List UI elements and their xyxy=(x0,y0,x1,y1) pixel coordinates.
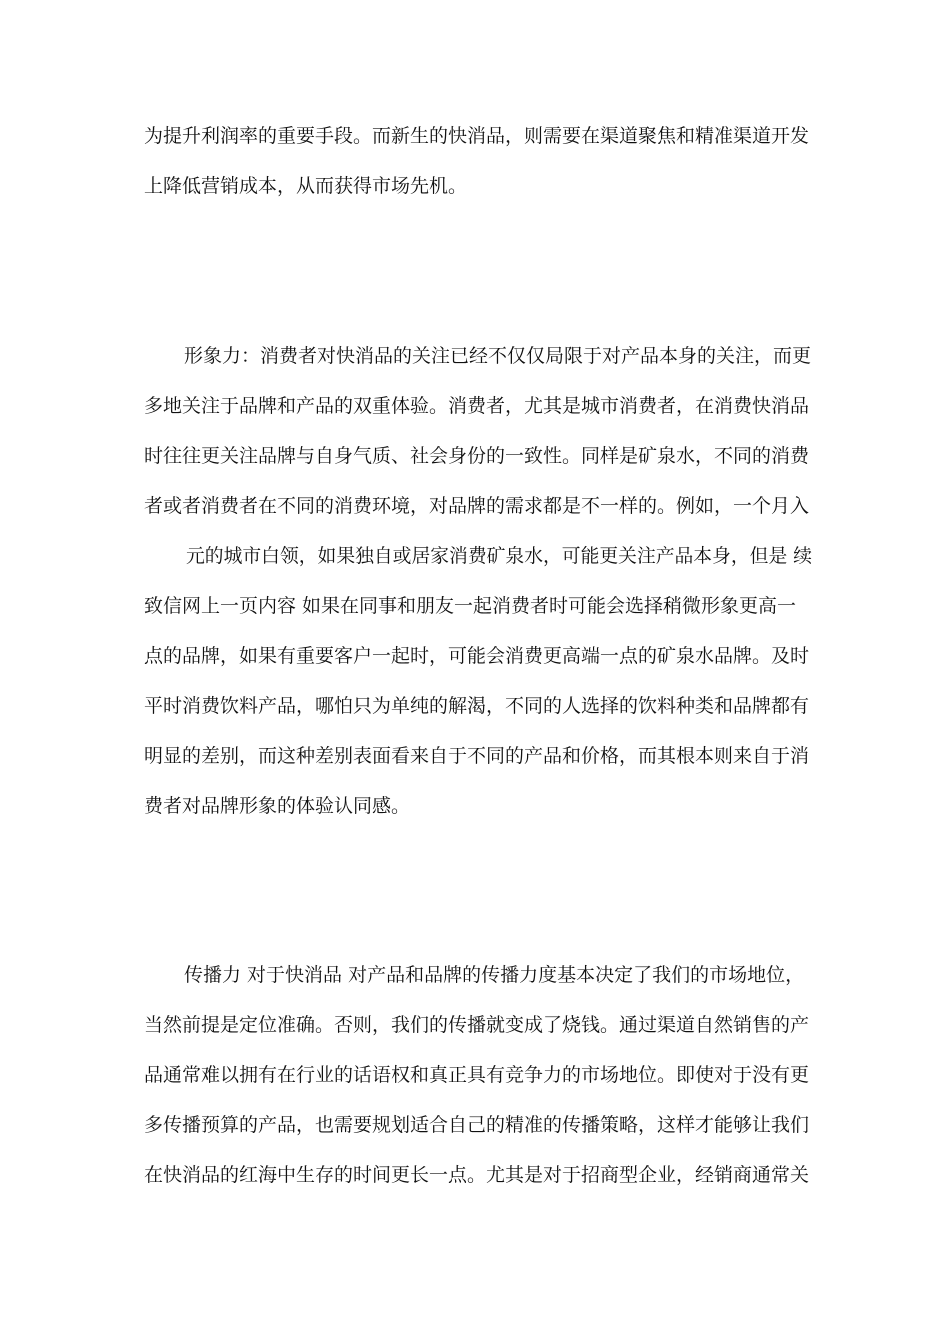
text-line: 当然前提是定位准确。否则，我们的传播就变成了烧钱。通过渠道自然销售的产 xyxy=(144,1014,810,1036)
text-line: 者或者消费者在不同的消费环境，对品牌的需求都是不一样的。例如，一个月入 xyxy=(144,495,810,517)
text-line: 点的品牌，如果有重要客户一起时，可能会消费更高端一点的矿泉水品牌。及时 xyxy=(144,645,810,667)
text-line: 致信网上一页内容 如果在同事和朋友一起消费者时可能会选择稍微形象更高一 xyxy=(144,595,797,617)
text-line: 费者对品牌形象的体验认同感。 xyxy=(144,795,411,817)
text-line: 上降低营销成本，从而获得市场先机。 xyxy=(144,175,468,197)
text-line: 平时消费饮料产品，哪怕只为单纯的解渴，不同的人选择的饮料种类和品牌都有 xyxy=(144,695,810,717)
text-line: 品通常难以拥有在行业的话语权和真正具有竞争力的市场地位。即使对于没有更 xyxy=(144,1064,810,1086)
text-line: 为提升利润率的重要手段。而新生的快消品，则需要在渠道聚焦和精准渠道开发 xyxy=(144,125,810,147)
text-line: 多地关注于品牌和产品的双重体验。消费者，尤其是城市消费者，在消费快消品 xyxy=(144,395,810,417)
text-line: 在快消品的红海中生存的时间更长一点。尤其是对于招商型企业，经销商通常关 xyxy=(144,1164,810,1186)
text-line: 形象力：消费者对快消品的关注已经不仅仅局限于对产品本身的关注，而更 xyxy=(184,345,812,367)
text-line: 时往往更关注品牌与自身气质、社会身份的一致性。同样是矿泉水，不同的消费 xyxy=(144,445,810,467)
text-line: 明显的差别，而这种差别表面看来自于不同的产品和价格，而其根本则来自于消 xyxy=(144,745,810,767)
text-line: 多传播预算的产品，也需要规划适合自己的精准的传播策略，这样才能够让我们 xyxy=(144,1114,810,1136)
text-line: 元的城市白领，如果独自或居家消费矿泉水，可能更关注产品本身，但是 续 xyxy=(186,545,813,567)
text-line: 传播力 对于快消品 对产品和品牌的传播力度基本决定了我们的市场地位， xyxy=(184,964,805,986)
